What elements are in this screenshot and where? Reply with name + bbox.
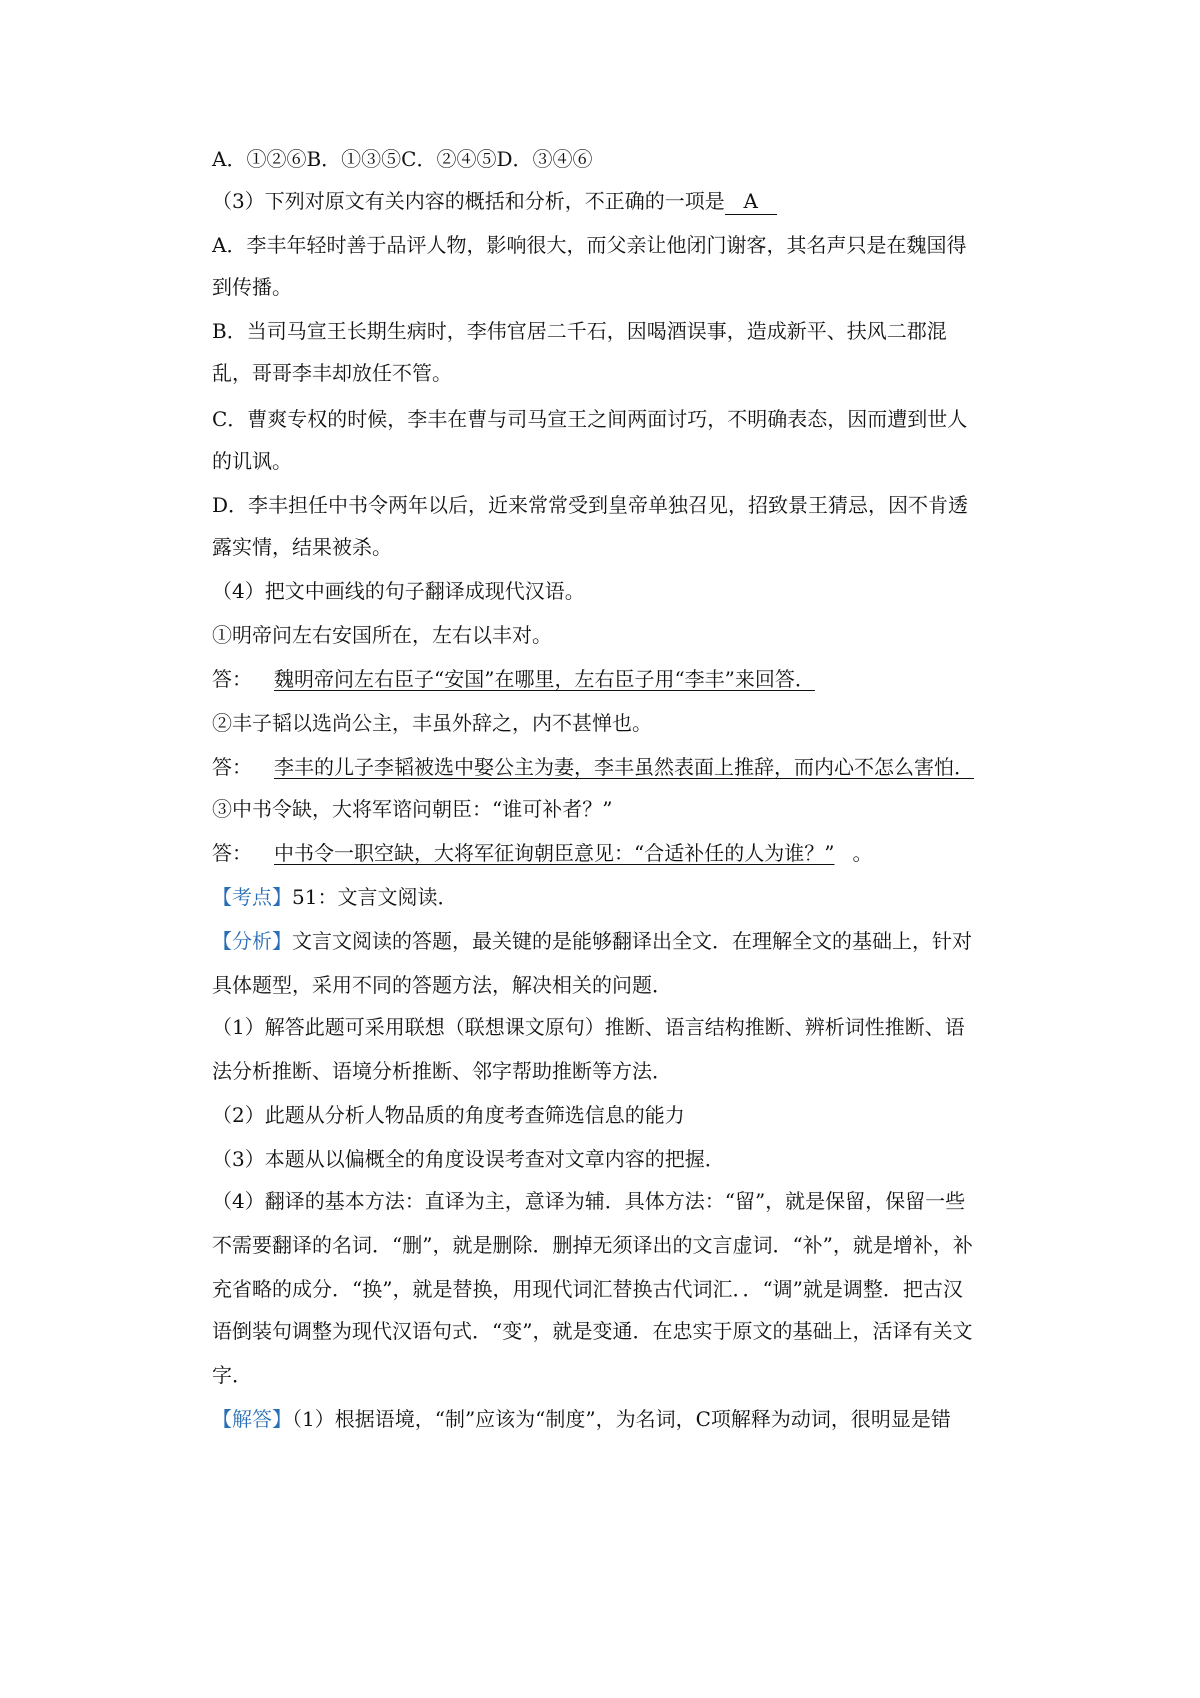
answer-2-label: 答： <box>212 755 252 779</box>
fenxi-text-1: 文言文阅读的答题，最关键的是能够翻译出全文．在理解全文的基础上，针对 <box>292 929 972 953</box>
sentence-1: ①明帝问左右安国所在，左右以丰对。 <box>212 623 552 647</box>
option-b-line-2: 乱，哥哥李丰却放任不管。 <box>212 361 452 385</box>
sentence-2: ②丰子韬以选尚公主，丰虽外辞之，内不甚惮也。 <box>212 711 652 735</box>
fenxi-p1-line-1: （1）解答此题可采用联想（联想课文原句）推断、语言结构推断、辨析词性推断、语 <box>212 1015 965 1039</box>
jieda-text: （1）根据语境，“制”应该为“制度”，为名词，C项解释为动词，很明显是错 <box>292 1407 951 1431</box>
answer-1-label: 答： <box>212 667 252 691</box>
answer-3 <box>212 838 1020 868</box>
fenxi-line-2: 具体题型，采用不同的答题方法，解决相关的问题． <box>212 973 672 997</box>
fenxi-tag: 【分析】 <box>212 929 292 953</box>
option-c-line-2: 的讥讽。 <box>212 449 292 473</box>
sentence-3: ③中书令缺，大将军谘问朝臣：“谁可补者？” <box>212 797 613 821</box>
jieda-line <box>212 1404 1020 1434</box>
option-c-line-1: C．曹爽专权的时候，李丰在曹与司马宣王之间两面讨巧，不明确表态，因而遭到世人 <box>212 407 968 431</box>
options-line: A．①②⑥B．①③⑤C．②④⑤D．③④⑥ <box>212 147 593 171</box>
jieda-tag: 【解答】 <box>212 1407 292 1431</box>
answer-2-text: 李丰的儿子李韬被选中娶公主为妻，李丰虽然表面上推辞，而内心不怎么害怕． <box>274 755 974 779</box>
fenxi-p4-line-1: （4）翻译的基本方法：直译为主，意译为辅．具体方法：“留”，就是保留，保留一些 <box>212 1189 966 1213</box>
option-d-line-1: D．李丰担任中书令两年以后，近来常常受到皇帝单独召见，招致景王猜忌，因不肯透 <box>212 493 969 517</box>
fenxi-p4-line-5: 字． <box>212 1363 252 1387</box>
option-a-line-2: 到传播。 <box>212 275 292 299</box>
answer-2 <box>212 752 1020 782</box>
fenxi-p3: （3）本题从以偏概全的角度设误考查对文章内容的把握． <box>212 1147 725 1171</box>
fenxi-line-1 <box>212 926 1020 956</box>
fenxi-p2: （2）此题从分析人物品质的角度考查筛选信息的能力 <box>212 1103 685 1127</box>
answer-3-end: 。 <box>852 841 873 865</box>
fenxi-p4-line-4: 语倒装句调整为现代汉语句式．“变”，就是变通．在忠实于原文的基础上，活译有关文 <box>212 1319 973 1343</box>
answer-1 <box>212 664 1020 694</box>
question-4-prompt: （4）把文中画线的句子翻译成现代汉语。 <box>212 579 585 603</box>
question-3-prompt-text: （3）下列对原文有关内容的概括和分析，不正确的一项是 <box>212 189 725 213</box>
option-d-line-2: 露实情，结果被杀。 <box>212 535 392 559</box>
option-a-line-1: A．李丰年轻时善于品评人物，影响很大，而父亲让他闭门谢客，其名声只是在魏国得 <box>212 233 967 257</box>
answer-1-text: 魏明帝问左右臣子“安国”在哪里，左右臣子用“李丰”来回答． <box>274 667 815 691</box>
answer-3-label: 答： <box>212 841 252 865</box>
fenxi-p4-line-3: 充省略的成分．“换”，就是替换，用现代词汇替换古代词汇．．“调”就是调整．把古汉 <box>212 1277 963 1301</box>
kaodian-text: 51：文言文阅读． <box>292 885 458 909</box>
kaodian-tag: 【考点】 <box>212 885 292 909</box>
kaodian-line <box>212 882 1020 912</box>
fenxi-p4-line-2: 不需要翻译的名词．“删”，就是删除．删掉无须译出的文言虚词．“补”，就是增补，补 <box>212 1233 973 1257</box>
question-3-answer: A <box>725 188 777 215</box>
answer-3-text: 中书令一职空缺，大将军征询朝臣意见：“合适补任的人为谁？” <box>274 841 835 865</box>
option-b-line-1: B．当司马宣王长期生病时，李伟官居二千石，因喝酒误事，造成新平、扶风二郡混 <box>212 319 947 343</box>
question-3-prompt <box>212 186 1020 216</box>
fenxi-p1-line-2: 法分析推断、语境分析推断、邻字帮助推断等方法． <box>212 1059 672 1083</box>
